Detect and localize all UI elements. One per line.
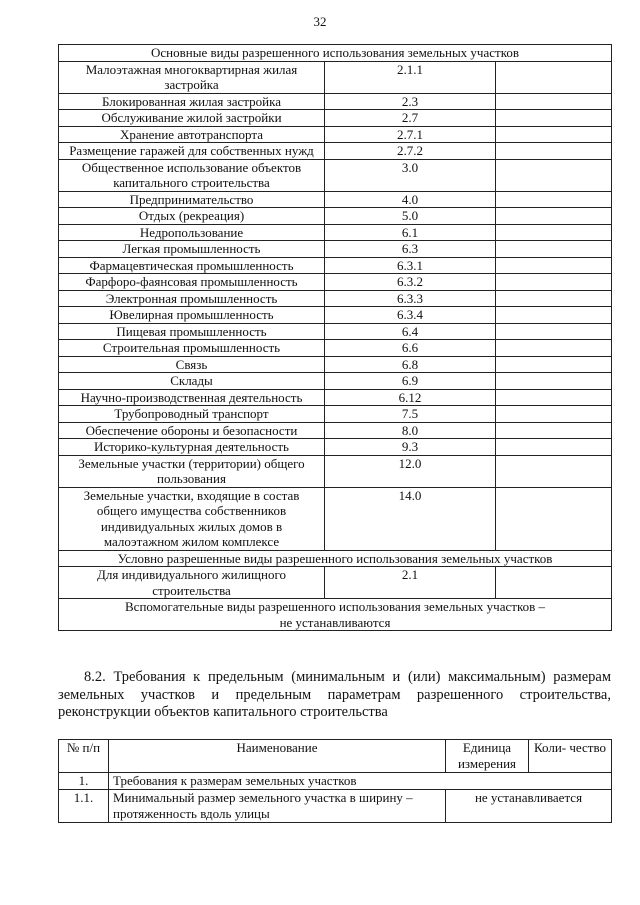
use-type-code: 6.8 [325, 356, 496, 373]
empty-cell [496, 143, 612, 160]
empty-cell [496, 257, 612, 274]
empty-cell [496, 224, 612, 241]
use-type-code: 2.1 [325, 567, 496, 599]
empty-cell [496, 159, 612, 191]
use-type-name: Легкая промышленность [59, 241, 325, 258]
table-row [59, 143, 612, 160]
use-type-name: Строительная промышленность [59, 340, 325, 357]
table-row [59, 241, 612, 258]
use-type-code: 14.0 [325, 487, 496, 550]
use-type-code: 6.3.4 [325, 307, 496, 324]
table-row [59, 773, 612, 790]
use-type-code: 2.1.1 [325, 61, 496, 93]
use-type-name: Пищевая промышленность [59, 323, 325, 340]
use-type-name: Отдых (рекреация) [59, 208, 325, 225]
table-row [59, 126, 612, 143]
use-type-name: Научно-производственная деятельность [59, 389, 325, 406]
conditional-uses-header-line: Условно разрешенные виды разрешенного использования земельных участков [117, 550, 553, 566]
table-row [59, 224, 612, 241]
use-type-code: 6.9 [325, 373, 496, 390]
table-row [59, 373, 612, 390]
empty-cell [496, 455, 612, 487]
empty-cell [496, 191, 612, 208]
table-row [59, 323, 612, 340]
row-name: Требования к размерам земельных участков [109, 773, 612, 790]
use-type-name: Фармацевтическая промышленность [59, 257, 325, 274]
empty-cell [496, 290, 612, 307]
row-number: 1.1. [59, 790, 109, 823]
empty-cell [496, 340, 612, 357]
empty-cell [496, 208, 612, 225]
empty-cell [496, 422, 612, 439]
empty-cell [496, 356, 612, 373]
empty-cell [496, 241, 612, 258]
conditional-uses-header-row [59, 550, 612, 567]
auxiliary-uses-header-line: Вспомогательные виды разрешенного использования земельных участков – [125, 599, 545, 614]
empty-cell [496, 61, 612, 93]
table-row [59, 356, 612, 373]
land-use-table [58, 44, 612, 631]
use-type-code: 6.3.3 [325, 290, 496, 307]
auxiliary-uses-header-line: не устанавливаются [279, 614, 391, 630]
empty-cell [496, 389, 612, 406]
requirements-header-row [59, 740, 612, 773]
table-row [59, 790, 612, 823]
table-row [59, 307, 612, 324]
use-type-name: Обеспечение обороны и безопасности [59, 422, 325, 439]
table-row [59, 257, 612, 274]
empty-cell [496, 93, 612, 110]
use-type-name: Земельные участки (территории) общего пользования [59, 455, 325, 487]
row-name: Минимальный размер земельного участка в ширину – протяженность вдоль улицы [109, 790, 446, 823]
col-number-header: № п/п [59, 740, 109, 773]
use-type-name: Обслуживание жилой застройки [59, 110, 325, 127]
use-type-name: Малоэтажная многоквартирная жилая застройка [59, 61, 325, 93]
table-row [59, 340, 612, 357]
empty-cell [496, 567, 612, 599]
use-type-code: 5.0 [325, 208, 496, 225]
empty-cell [496, 406, 612, 423]
use-type-code: 6.3 [325, 241, 496, 258]
empty-cell [496, 110, 612, 127]
row-value: не устанавливается [446, 790, 612, 823]
table-row [59, 567, 612, 599]
main-uses-header: Основные виды разрешенного использования земельных участков [59, 45, 612, 62]
use-type-code: 6.4 [325, 323, 496, 340]
table-row [59, 422, 612, 439]
use-type-name: Блокированная жилая застройка [59, 93, 325, 110]
table-row [59, 159, 612, 191]
use-type-name: Недропользование [59, 224, 325, 241]
use-type-name: Связь [59, 356, 325, 373]
use-type-code: 2.7.2 [325, 143, 496, 160]
col-unit-header: Единица измерения [446, 740, 529, 773]
table-row [59, 487, 612, 550]
use-type-name: Историко-культурная деятельность [59, 439, 325, 456]
empty-cell [496, 487, 612, 550]
col-quantity-header: Коли- чество [529, 740, 612, 773]
use-type-code: 6.12 [325, 389, 496, 406]
conditional-uses-header [59, 550, 612, 567]
empty-cell [496, 274, 612, 291]
use-type-name: Трубопроводный транспорт [59, 406, 325, 423]
table-row [59, 93, 612, 110]
empty-cell [496, 126, 612, 143]
table-row [59, 274, 612, 291]
auxiliary-uses-header-row [59, 599, 612, 631]
use-type-code: 3.0 [325, 159, 496, 191]
use-type-code: 6.3.2 [325, 274, 496, 291]
row-number: 1. [59, 773, 109, 790]
use-type-name: Общественное использование объектов капитального строительства [59, 159, 325, 191]
page-number: 32 [313, 14, 327, 29]
use-type-name: Для индивидуального жилищного строительства [59, 567, 325, 599]
use-type-name: Электронная промышленность [59, 290, 325, 307]
use-type-code: 8.0 [325, 422, 496, 439]
empty-cell [496, 439, 612, 456]
table-row [59, 439, 612, 456]
use-type-name: Фарфоро-фаянсовая промышленность [59, 274, 325, 291]
empty-cell [496, 307, 612, 324]
requirements-table [58, 739, 612, 823]
use-type-name: Хранение автотранспорта [59, 126, 325, 143]
table-row [59, 406, 612, 423]
use-type-name: Ювелирная промышленность [59, 307, 325, 324]
use-type-code: 12.0 [325, 455, 496, 487]
use-type-code: 6.3.1 [325, 257, 496, 274]
use-type-name: Земельные участки, входящие в состав общего имущества собственников индивидуальных жилых домов в малоэтажном жилом комплексе [59, 487, 325, 550]
section-paragraph: 8.2. Требования к предельным (минимальным и (или) максимальным) размерам земельных участков и предельным параметрам разрешенного строительства, реконструкции объектов капитального строительства [58, 669, 611, 720]
use-type-code: 2.3 [325, 93, 496, 110]
main-uses-header-row [59, 45, 612, 62]
table-row [59, 208, 612, 225]
auxiliary-uses-header [59, 599, 612, 631]
use-type-code: 6.6 [325, 340, 496, 357]
use-type-name: Предпринимательство [59, 191, 325, 208]
use-type-code: 4.0 [325, 191, 496, 208]
col-name-header: Наименование [109, 740, 446, 773]
use-type-code: 6.1 [325, 224, 496, 241]
table-row [59, 61, 612, 93]
use-type-name: Склады [59, 373, 325, 390]
use-type-name: Размещение гаражей для собственных нужд [59, 143, 325, 160]
table-row [59, 110, 612, 127]
use-type-code: 7.5 [325, 406, 496, 423]
use-type-code: 2.7 [325, 110, 496, 127]
empty-cell [496, 373, 612, 390]
table-row [59, 191, 612, 208]
table-row [59, 455, 612, 487]
table-row [59, 389, 612, 406]
use-type-code: 9.3 [325, 439, 496, 456]
empty-cell [496, 323, 612, 340]
use-type-code: 2.7.1 [325, 126, 496, 143]
table-row [59, 290, 612, 307]
